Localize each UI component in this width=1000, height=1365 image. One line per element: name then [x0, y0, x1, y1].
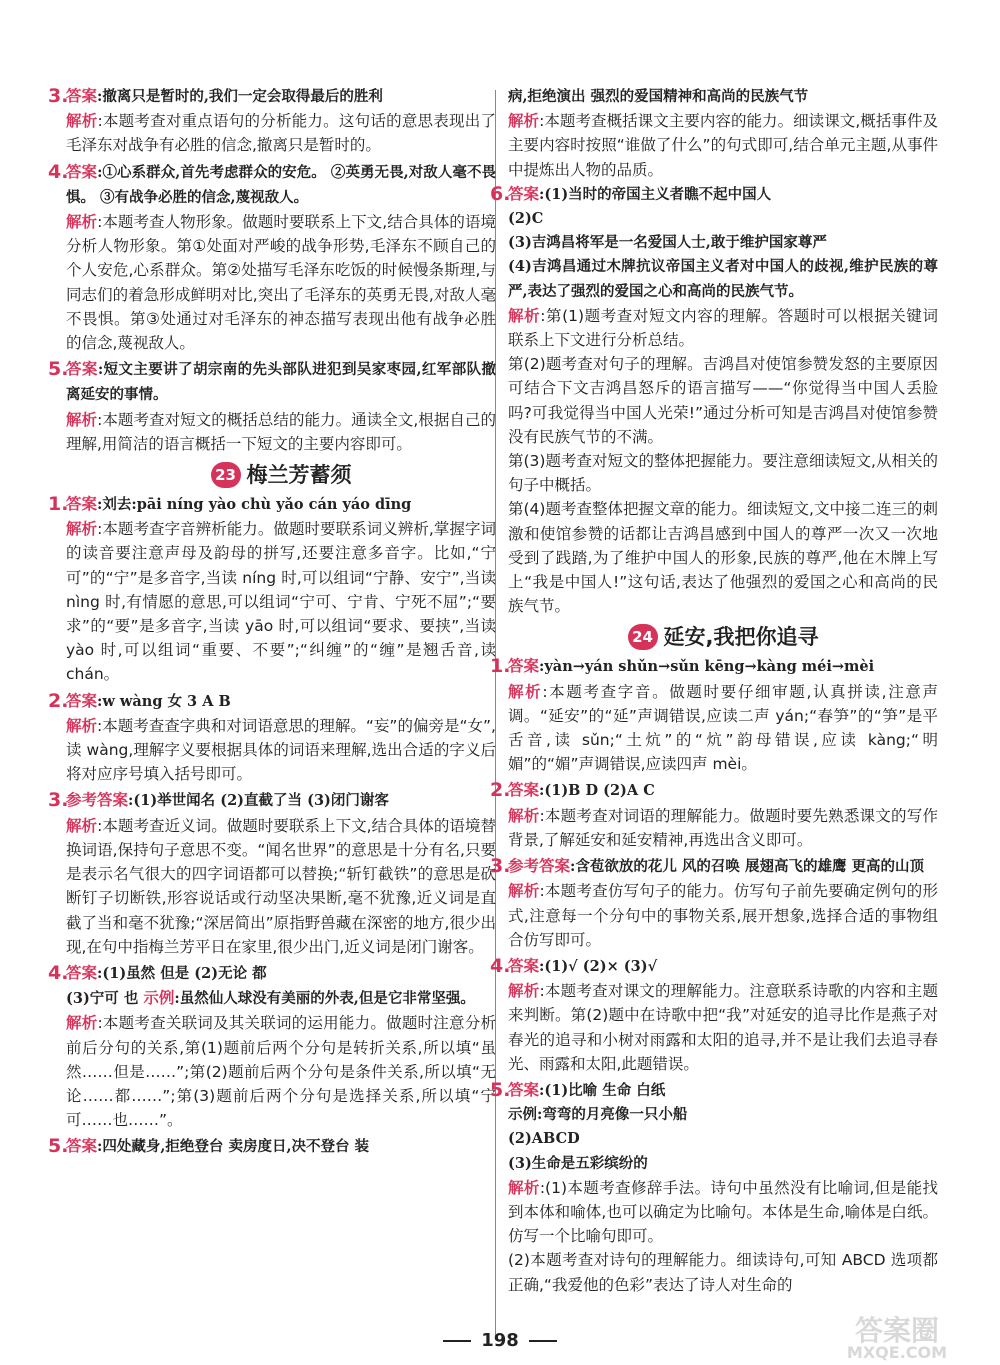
footer-dash-left: [443, 1340, 471, 1342]
analysis-text: (2)本题考查对诗句的理解能力。细读诗句,可知 ABCD 选项都正确,“我爱他的色彩”表达了诗人对生命的: [508, 1251, 938, 1294]
answer-text: :(1)√ (2)× (3)√: [539, 957, 658, 975]
analysis-label: 解析: [66, 213, 98, 232]
analysis-text: :本题考查字音。做题时要仔细审题,认真拼读,注意声调。“延安”的“延”声调错误,应读二声 yán;“春笋”的“笋”是平舌音,读 sǔn;“土炕”的“炕”韵母错误,应读 kàng;“明媚”的“媚”声调错误,应读四声 mèi。: [508, 682, 938, 774]
question-item: [490, 954, 938, 1076]
answer-label: 答案: [66, 162, 98, 181]
answer-line: (2)C: [508, 210, 544, 228]
analysis-text: 第(4)题考查整体把握文章的能力。细读短文,文中接二连三的刺激和使馆参赞的话都让吉鸿昌感到中国人的尊严一次又一次地受到了践踏,为了维护中国人的形象,民族的尊严,他在木牌上写上“我是中国人!”这句话,表达了他强烈的爱国之心和高尚的民族气节。: [508, 500, 938, 616]
answer-line: 示例:弯弯的月亮像一只小船: [508, 1106, 688, 1124]
question-number: 5.: [48, 358, 69, 381]
answer-text: :(1)虽然 但是 (2)无论 都: [97, 964, 267, 982]
example-text: :虽然仙人球没有美丽的外表,但是它非常坚强。: [174, 990, 475, 1008]
question-item: [48, 961, 496, 1132]
lesson-number-badge: 23: [211, 462, 241, 488]
answer-text: :(1)B D (2)A C: [539, 782, 655, 800]
answer-label: 答案: [508, 781, 540, 800]
analysis-text: 第(3)题考查对短文的整体把握能力。要注意细读短文,从相关的句子中概括。: [508, 452, 938, 495]
question-item: [48, 357, 496, 456]
answer-label: 答案: [508, 956, 540, 975]
analysis-text: :本题考查对课文的理解能力。注意联系诗歌的内容和主题来判断。第(2)题中在诗歌中把“我”对延安的追寻比作是燕子对春光的追寻和小树对雨露和太阳的追寻,并不是让我们去追寻春光、雨露和太阳,此题错误。: [508, 982, 938, 1073]
question-number: 4.: [48, 160, 69, 183]
analysis-label: 解析: [66, 410, 98, 429]
answer-text: :四处藏身,拒绝登台 卖房度日,决不登台 装: [97, 1138, 370, 1156]
answer-text: :短文主要讲了胡宗南的先头部队进犯到吴家枣园,红军部队撤离延安的事情。: [66, 361, 496, 404]
analysis-label: 解析: [66, 520, 98, 539]
question-number: 3.: [48, 789, 69, 812]
question-item: [490, 654, 938, 776]
answer-text: :撤离只是暂时的,我们一定会取得最后的胜利: [97, 88, 383, 105]
answer-label: 答案: [66, 495, 98, 514]
answer-text: :(1)举世闻名 (2)直截了当 (3)闭门谢客: [128, 792, 389, 810]
section-heading: [66, 462, 496, 488]
answer-line: (3)生命是五彩缤纷的: [508, 1154, 648, 1172]
analysis-text: 第(2)题考查对句子的理解。吉鸿昌对使馆参赞发怒的主要原因可结合下文吉鸿昌怒斥的语言描写——“你觉得当中国人丢脸吗?可我觉得当中国人光荣!”通过分析可知是吉鸿昌对使馆参赞没有民族气节的不满。: [508, 355, 938, 446]
question-item: [48, 84, 496, 158]
question-item: [490, 854, 938, 952]
analysis-text: :本题考查仿写句子的能力。仿写句子前先要确定例句的形式,注意每一个分句中的事物关系,展开想象,选择合适的事物组合仿写即可。: [508, 882, 938, 949]
question-number: 2.: [490, 779, 511, 802]
question-item: [48, 788, 496, 958]
answer-line: (3)吉鸿昌将军是一名爱国人士,敢于维护国家尊严: [508, 234, 827, 252]
answer-label: 参考答案: [66, 791, 129, 810]
section-heading: [508, 624, 938, 650]
analysis-text: :本题考查字音辨析能力。做题时要联系词义辨析,掌握字词的读音要注意声母及韵母的拼写,还要注意多音字。比如,“宁可”的“宁”是多音字,当读 níng 时,可以组词“宁静、安宁”,当读 nìng 时,有情愿的意思,可以组词“宁可、宁肯、宁死不屈”;“要求”的“要”是多音字,当读 yāo 时,可以组词“要求、要挟”,当读 yào 时,可以组词“重要、不要”;“纠缠”的“缠”是翘舌音,读 chán。: [66, 520, 496, 684]
watermark-title: 答案圈: [854, 1314, 939, 1347]
analysis-label: 解析: [508, 306, 541, 325]
analysis-text: :本题考查概括课文主要内容的能力。细读课文,概括事件及主要内容时按照“谁做了什么”的句式即可,结合单元主题,从事件中提炼出人物的品质。: [508, 112, 938, 179]
right-column: [490, 84, 938, 1299]
question-number: 1.: [48, 493, 69, 516]
left-column: [48, 84, 496, 1162]
question-item: [48, 492, 496, 687]
question-item: [490, 778, 938, 852]
answer-label: 答案: [66, 87, 98, 105]
analysis-label: 解析: [66, 1014, 98, 1033]
page-number: 198: [481, 1330, 519, 1351]
answer-text: :①心系群众,首先考虑群众的安危。 ②英勇无畏,对敌人毫不畏惧。 ③有战争必胜的信念,蔑视敌人。: [66, 163, 496, 206]
answer-label: 答案: [508, 657, 540, 676]
analysis-text: :本题考查关联词及其关联词的运用能力。做题时注意分析前后分句的关系,第(1)题前后两个分句是转折关系,所以填“虽然……但是……”;第(2)题前后两个分句是条件关系,所以填“无论……都……”;第(3)题前后两个分句是选择关系,所以填“宁可……也……”。: [66, 1014, 496, 1130]
footer-dash-right: [529, 1340, 557, 1342]
watermark-logo: [822, 1314, 972, 1363]
answer-label: 答案: [66, 963, 98, 982]
watermark-url: MXQE.COM: [846, 1343, 948, 1362]
analysis-label: 解析: [508, 682, 543, 701]
analysis-label: 解析: [508, 112, 540, 131]
answer-text: :(1)当时的帝国主义者瞧不起中国人: [539, 185, 772, 203]
analysis-text: :本题考查人物形象。做题时要联系上下文,结合具体的语境分析人物形象。第①处面对严峻的战争形势,毛泽东不顾自己的个人安危,心系群众。第②处描写毛泽东吃饭的时候慢条斯理,与同志们的着急形成鲜明对比,突出了毛泽东的英勇无畏,对敌人毫不畏惧。第③处通过对毛泽东的神态描写表现出他有战争必胜的信念,蔑视敌人。: [66, 213, 496, 353]
question-item: [490, 1078, 938, 1297]
question-number: 5.: [48, 1135, 69, 1158]
analysis-label: 解析: [66, 112, 98, 131]
analysis-text: :第(1)题考查对短文内容的理解。答题时可以根据关键词联系上下文进行分析总结。: [508, 306, 938, 350]
answer-label: 答案: [508, 184, 540, 203]
answer-label: 答案: [66, 1137, 98, 1156]
section-title: 梅兰芳蓄须: [246, 462, 352, 487]
analysis-text: :本题考查对短文的概括总结的能力。通读全文,根据自己的理解,用简洁的语言概括一下短文的主要内容即可。: [66, 410, 496, 453]
analysis-label: 解析: [508, 882, 540, 901]
question-number: 2.: [48, 689, 69, 712]
question-number: 3.: [48, 85, 69, 107]
analysis-label: 解析: [508, 1178, 540, 1197]
answer-continuation: 病,拒绝演出 强烈的爱国精神和高尚的民族气节: [508, 88, 809, 105]
question-number: 5.: [490, 1078, 511, 1101]
answer-text: :yàn→yán shǔn→sǔn kēng→kàng méi→mèi: [539, 658, 875, 676]
question-item: [48, 689, 496, 787]
question-item: [48, 1134, 496, 1159]
lesson-number-badge: 24: [628, 624, 658, 650]
analysis-label: 解析: [508, 806, 540, 825]
question-item: [490, 182, 938, 619]
question-number: 1.: [490, 655, 511, 678]
answer-label: 参考答案: [508, 857, 571, 876]
answer-text: :含苞欲放的花儿 风的召唤 展翅高飞的雄鹰 更高的山顶: [570, 858, 925, 876]
answer-line: (4)吉鸿昌通过木牌抗议帝国主义者对中国人的歧视,维护民族的尊严,表达了强烈的爱国之心和高尚的民族气节。: [508, 258, 938, 300]
question-number: 4.: [48, 961, 69, 984]
answer-text: :刘去:pāi níng yào chù yǎo cán yáo dīng: [97, 496, 412, 514]
answer-text: :w wàng 女 3 A B: [97, 692, 231, 710]
analysis-text: :本题考查对词语的理解能力。做题时要先熟悉课文的写作背景,了解延安和延安精神,再选出含义即可。: [508, 806, 938, 849]
answer-line: (2)ABCD: [508, 1130, 580, 1148]
answer-text: (3)宁可 也: [66, 990, 144, 1008]
answer-label: 答案: [66, 691, 98, 710]
analysis-text: :(1)本题考查修辞手法。诗句中虽然没有比喻词,但是能找到本体和喻体,也可以确定为比喻句。本体是生命,喻体是白纸。仿写一个比喻句即可。: [508, 1178, 938, 1246]
example-label: 示例: [143, 989, 175, 1008]
analysis-label: 解析: [508, 982, 540, 1001]
analysis-label: 解析: [66, 816, 98, 835]
question-item: [48, 160, 496, 356]
analysis-label: 解析: [66, 716, 98, 735]
analysis-text: :本题考查近义词。做题时要联系上下文,结合具体的语境替换词语,保持句子意思不变。“闻名世界”的意思是十分有名,只要是表示名气很大的四字词语都可以替换;“斩钉截铁”的意思是砍断钉子切断铁,形容说话或行动坚决果断,毫不犹豫,近义词是直截了当和毫不犹豫;“深居简出”原指野兽藏在深密的地方,很少出现,在句中指梅兰芳平日在家里,很少出门,近义词是闭门谢客。: [66, 816, 496, 956]
answer-label: 答案: [508, 1080, 540, 1099]
question-number: 4.: [490, 954, 511, 977]
analysis-text: :本题考查查字典和对词语意思的理解。“妄”的偏旁是“女”,读 wàng,理解字义要根据具体的词语来理解,选出合适的字义后将对应序号填入括号即可。: [66, 716, 496, 784]
section-title: 延安,我把你追寻: [663, 625, 819, 650]
answer-text: :(1)比喻 生命 白纸: [539, 1081, 666, 1099]
analysis-text: :本题考查对重点语句的分析能力。这句话的意思表现出了毛泽东对战争有必胜的信念,撤离只是暂时的。: [66, 112, 496, 155]
answer-label: 答案: [66, 360, 98, 379]
question-number: 6.: [490, 182, 511, 205]
question-number: 3.: [490, 855, 511, 878]
